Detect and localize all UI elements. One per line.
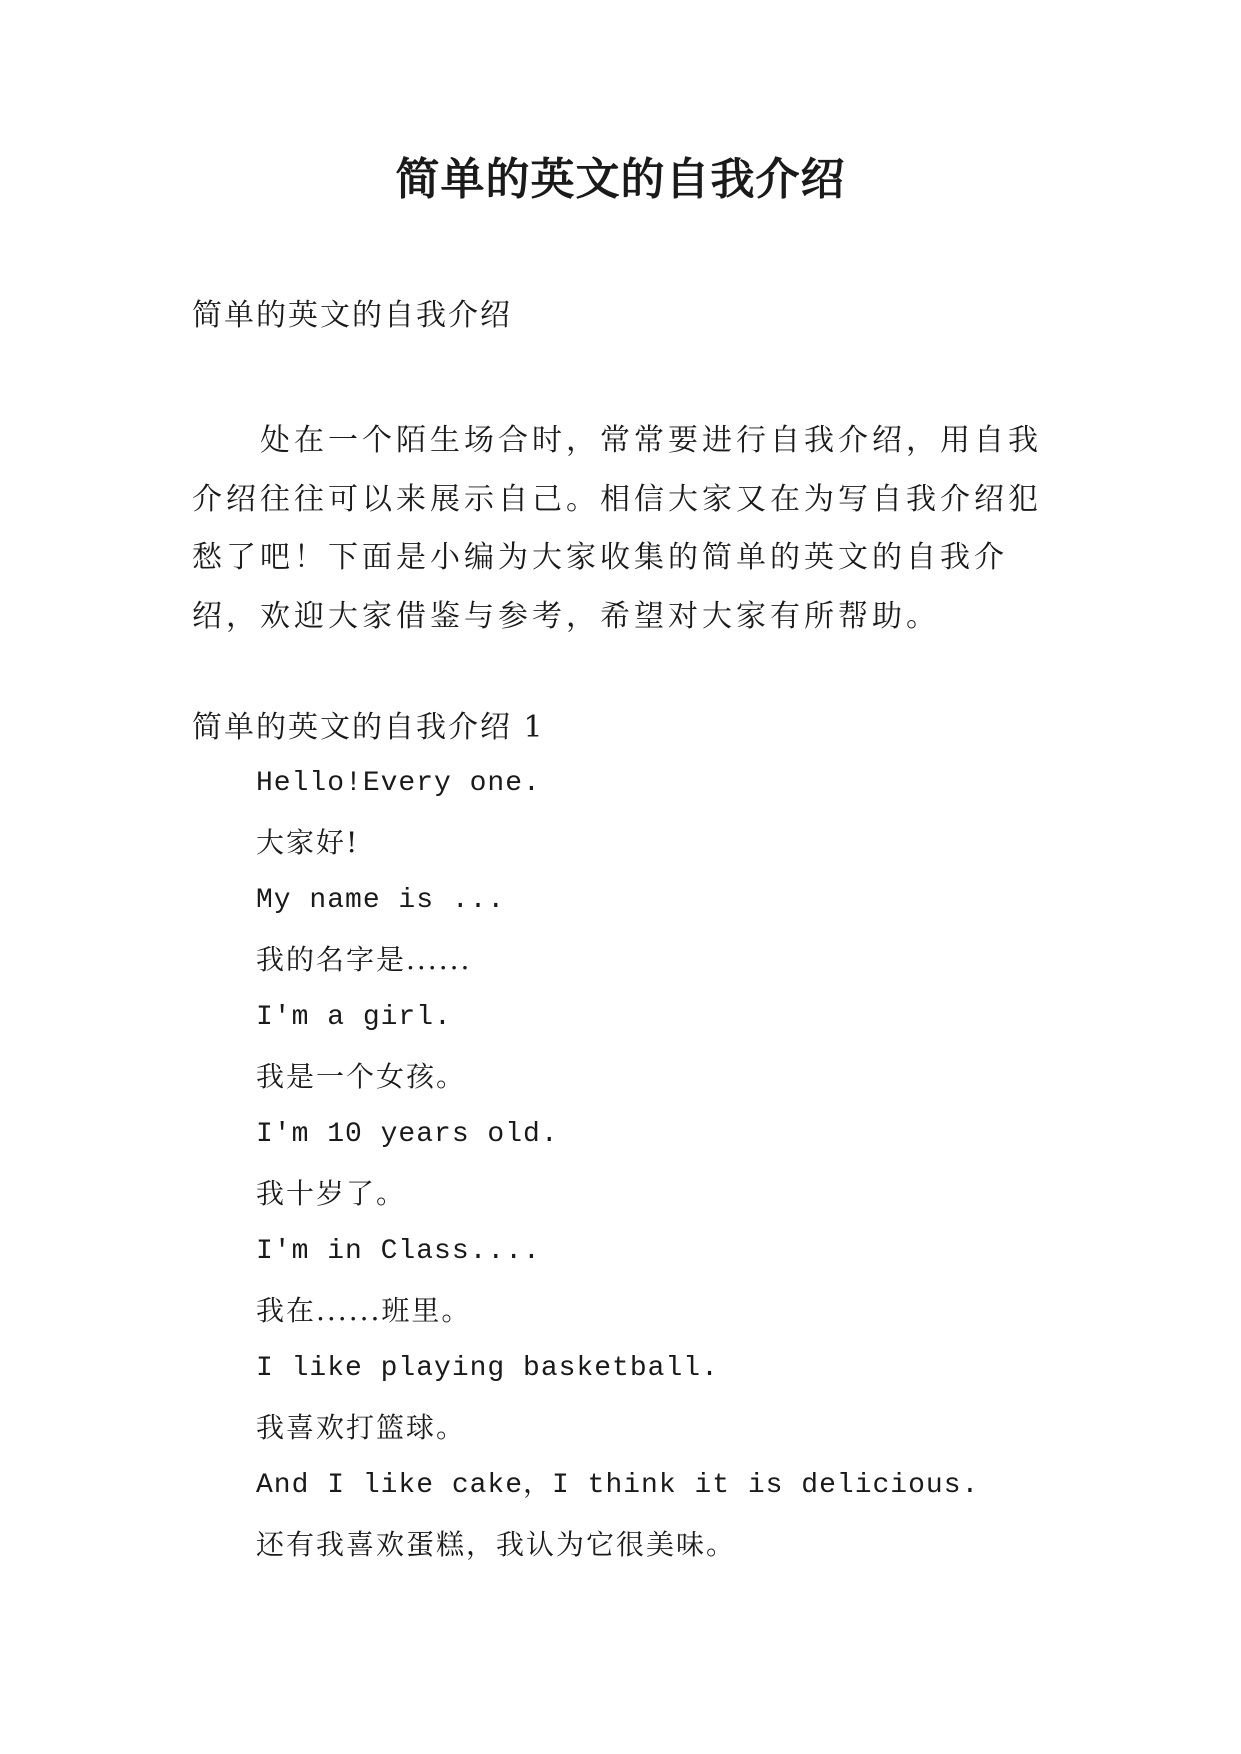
- list-item: 我是一个女孩。: [256, 1059, 467, 1093]
- list-item: And I like cake，I think it is delicious.: [256, 1470, 980, 1501]
- list-item: I like playing basketball.: [256, 1353, 719, 1384]
- list-item: 大家好!: [256, 825, 360, 859]
- intro-paragraph: 处在一个陌生场合时，常常要进行自我介绍，用自我介绍往往可以来展示自己。相信大家又在为写自我介绍犯愁了吧！下面是小编为大家收集的简单的英文的自我介绍，欢迎大家借鉴与参考，希望对大家有所帮助。: [192, 423, 1042, 634]
- list-item: I'm in Class....: [256, 1236, 541, 1267]
- document-subtitle: 简单的英文的自我介绍: [192, 298, 512, 333]
- section-heading: 简单的英文的自我介绍 1: [192, 710, 545, 745]
- document-title: 简单的英文的自我介绍: [395, 154, 846, 205]
- bilingual-lines-list: [256, 764, 979, 1583]
- list-item: Hello!Every one.: [256, 768, 541, 799]
- list-item: My name is ...: [256, 885, 506, 916]
- list-item: I'm 10 years old.: [256, 1119, 559, 1150]
- list-item: 我在......班里。: [256, 1293, 472, 1327]
- list-item: 我的名字是......: [256, 942, 472, 976]
- list-item: I'm a girl.: [256, 1002, 452, 1033]
- list-item: 我喜欢打篮球。: [256, 1410, 467, 1444]
- list-item: 还有我喜欢蛋糕，我认为它很美味。: [256, 1527, 737, 1561]
- list-item: 我十岁了。: [256, 1176, 407, 1210]
